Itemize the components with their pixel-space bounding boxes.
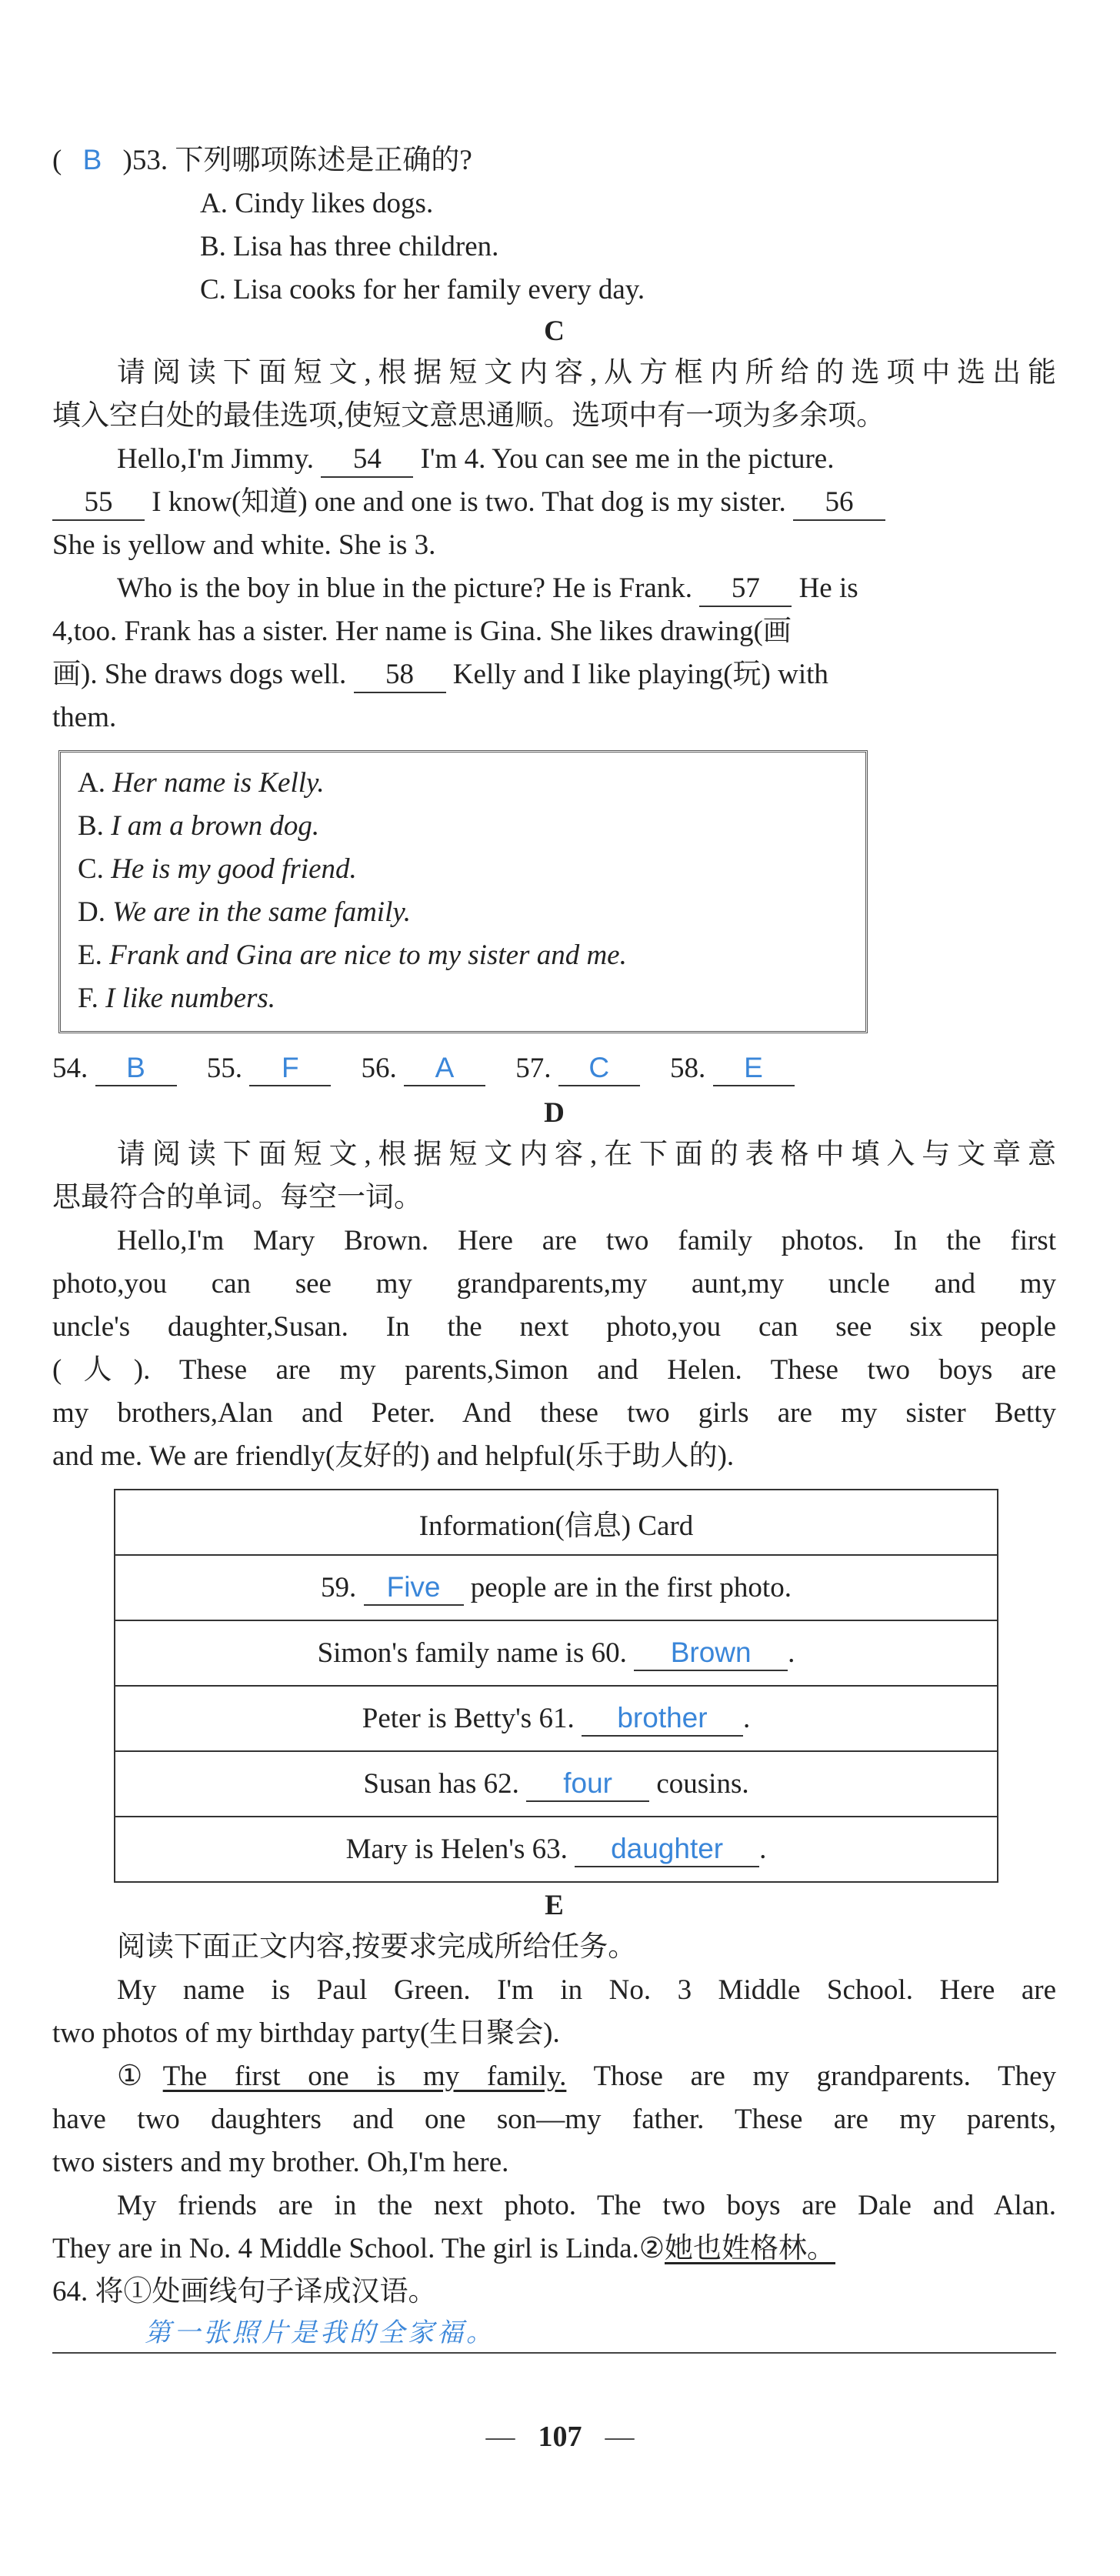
blank-55: 55 [52,486,145,521]
answer-58: E [713,1051,795,1086]
card-row-63: Mary is Helen's 63. daughter . [115,1817,998,1882]
page-number: 107 [538,2421,582,2453]
blank-56: 56 [793,486,885,521]
information-card [114,1489,998,1883]
underlined-sentence-2: 她也姓格林。 [665,2233,835,2264]
answer-55: F [249,1051,331,1086]
blank-54: 54 [321,442,413,478]
answer-57: C [558,1051,640,1086]
option-b: B. I am a brown dog. [78,810,320,842]
option-d: D. We are in the same family. [78,896,411,928]
blank-57: 57 [699,572,792,607]
card-row-60: Simon's family name is 60. Brown . [115,1620,998,1686]
section-c-instruction: 请阅读下面短文,根据短文内容,从方框内所给的选项中选出能 [117,357,1056,389]
section-c-heading: C [544,315,565,347]
question-64: 64. 将①处画线句子译成汉语。 [52,2276,437,2307]
underlined-sentence-1: The first one is my family. [162,2060,567,2092]
card-title: Information(信息) Card [115,1490,998,1555]
options-box [58,750,868,1033]
answer-54: B [95,1051,177,1086]
option-e: E. Frank and Gina are nice to my sister and me. [78,939,627,971]
answer-64: 第一张照片是我的全家福。 [145,2317,495,2348]
blank-58: 58 [354,658,446,693]
q53-option-c: C. Lisa cooks for her family every day. [200,274,645,305]
q53-answer: B [82,144,102,175]
section-c-answers: 54. B 55. F 56. A 57. C 58. E [52,1044,1056,1093]
option-f: F. I like numbers. [78,983,276,1014]
card-row-61: Peter is Betty's 61. brother . [115,1686,998,1751]
q53-option-a: A. Cindy likes dogs. [200,188,434,219]
card-row-62: Susan has 62. four cousins. [115,1751,998,1817]
answer-56: A [404,1051,485,1086]
section-c-passage: Hello,I'm Jimmy. 54 I'm 4. You can see me in the picture. [52,438,1056,481]
page-footer: — 107 — [485,2421,635,2453]
section-e-instruction: 阅读下面正文内容,按要求完成所给任务。 [117,1931,637,1963]
q53-option-b: B. Lisa has three children. [200,231,499,262]
q53-stem: ( B )53. 下列哪项陈述是正确的? [52,144,472,176]
worksheet-page: ( B )53. 下列哪项陈述是正确的? A. Cindy likes dogs. B. Lisa has three children. C. Lisa cooks for her family every day. C 请阅读下面短文,根据短文内容,从方框内所给的选项中选出能 填入空白处的最佳选项,使短文意思通顺。选项中有一项为多余项。 Hello,I'm Jimmy. 54 I'm 4. You can see me in the picture. 55 I know(知道) one and one is two. That dog is my sister. 56 She is yellow and white. She is 3. Who is the boy in blue in the picture? He is Frank. 57 He is 4,too. Frank has a sister. Her name is Gina. She likes drawing(画 画). She draws dogs well. 58 Kelly and I like playing(玩) with them. A. Her name is Kelly. B. I am a brown dog. C. He is my good friend. D. We are in the same family. E. Frank and Gina are nice to my sister and me. F. I like numbers. 54. B 55. F 56. A 57. C 58. E D 请阅读下面短文,根据短文内容,在下面的表格中填入与文章意 思最符合的单词。每空一词。 Hello,I'm Mary Brown. Here are two family photos. In the first photo,you can see my grandparents,my aunt,my uncle and my uncle's daughter,Susan. In the next photo,you can see six people (人). These are my parents,Simon and Helen. These two boys are my brothers,Alan and Peter. And these two girls are my sister Betty and me. We are friendly(友好的) and helpful(乐于助人的). Information(信息) Card 59. Five people are in the first photo. Simon's family name is 60. Brown . Peter is Betty's 61. brother . Susan has 62. four cousins. Mary is Helen's 63. daughter . E 阅读下面正文内容,按要求完成所给任务。 My name is Paul Green. I'm in No. 3 Middle School. Here are two photos of my birthday party(生日聚会). ①The first one is my family. Those are my grandparents. They have two daughters and one son—my father. These are my parents, two sisters and my brother. Oh,I'm here. My friends are in the next photo. The two boys are Dale and Alan. They are in No. 4 Middle School. The girl is Linda.②她也姓格林。 64. 将①处画线句子译成汉语。 第一张照片是我的全家福。 [52,138,1056,2354]
section-d-passage-line: Hello,I'm Mary Brown. Here are two family photos. In the first [117,1225,1056,1256]
option-a: A. Her name is Kelly. [78,767,325,799]
section-e-heading: E [545,1890,564,1921]
section-d-instruction: 请阅读下面短文,根据短文内容,在下面的表格中填入与文章意 [117,1139,1056,1170]
option-c: C. He is my good friend. [78,853,357,885]
card-row-59: 59. Five people are in the first photo. [115,1555,998,1620]
section-d-heading: D [544,1097,565,1129]
